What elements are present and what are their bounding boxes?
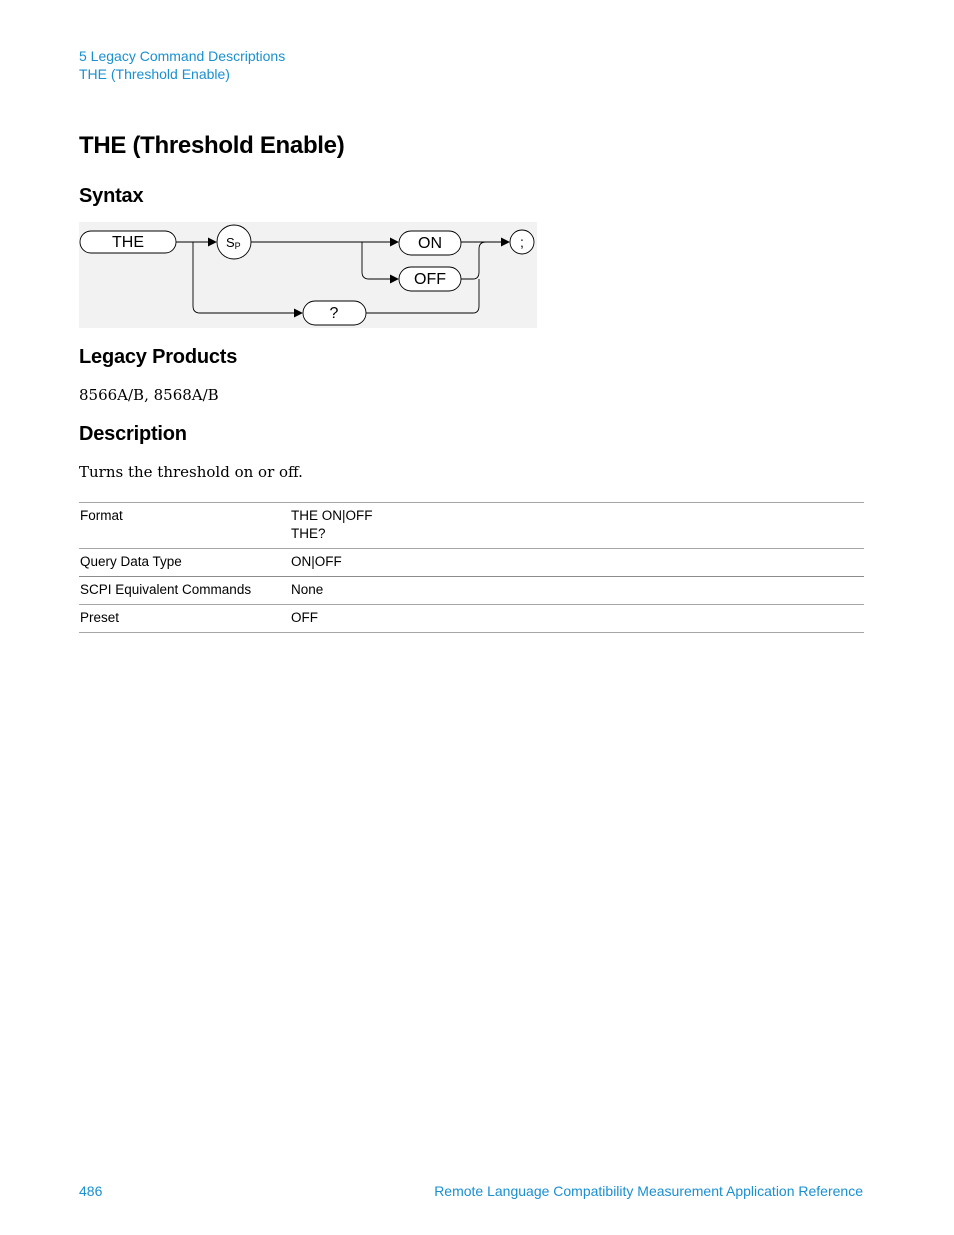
table-label: Preset [80, 610, 120, 625]
table-value: OFF [291, 610, 318, 625]
space-label: SP [226, 235, 241, 251]
breadcrumb [79, 47, 285, 83]
table-row-format [79, 503, 864, 549]
terminator-node [510, 230, 534, 254]
command-label: THE [112, 234, 144, 251]
table-label: Format [80, 508, 123, 523]
table-row-preset [79, 605, 864, 633]
table-row-scpi [79, 577, 864, 605]
syntax-heading: Syntax [79, 185, 144, 207]
command-properties-table [79, 502, 864, 633]
breadcrumb-section[interactable]: THE (Threshold Enable) [79, 66, 230, 82]
command-node [80, 231, 176, 253]
table-value: None [291, 582, 324, 597]
document-title: Remote Language Compatibility Measurement Application Reference [434, 1183, 863, 1199]
table-row-query-data-type [79, 549, 864, 577]
query-label: ? [329, 305, 339, 322]
table-label: Query Data Type [80, 554, 182, 569]
option-off-node [399, 267, 461, 291]
syntax-diagram [79, 222, 537, 328]
legacy-products-heading: Legacy Products [79, 346, 238, 368]
table-label: SCPI Equivalent Commands [80, 582, 252, 597]
table-value: ON|OFF [291, 554, 342, 569]
description-text: Turns the threshold on or off. [79, 463, 303, 481]
space-node [217, 225, 251, 259]
option-off-label: OFF [414, 271, 446, 288]
legacy-products-text: 8566A/B, 8568A/B [79, 386, 219, 404]
format-query: THE? [291, 526, 326, 541]
description-heading: Description [79, 423, 187, 445]
table-value [290, 503, 864, 549]
option-on-node [399, 231, 461, 255]
terminator-label: ; [520, 234, 524, 250]
format-command: THE ON|OFF [291, 508, 373, 523]
page-number: 486 [79, 1183, 103, 1199]
option-on-label: ON [418, 235, 442, 252]
breadcrumb-chapter[interactable]: 5 Legacy Command Descriptions [79, 48, 286, 64]
page-title: THE (Threshold Enable) [79, 132, 345, 159]
query-node [303, 301, 366, 325]
